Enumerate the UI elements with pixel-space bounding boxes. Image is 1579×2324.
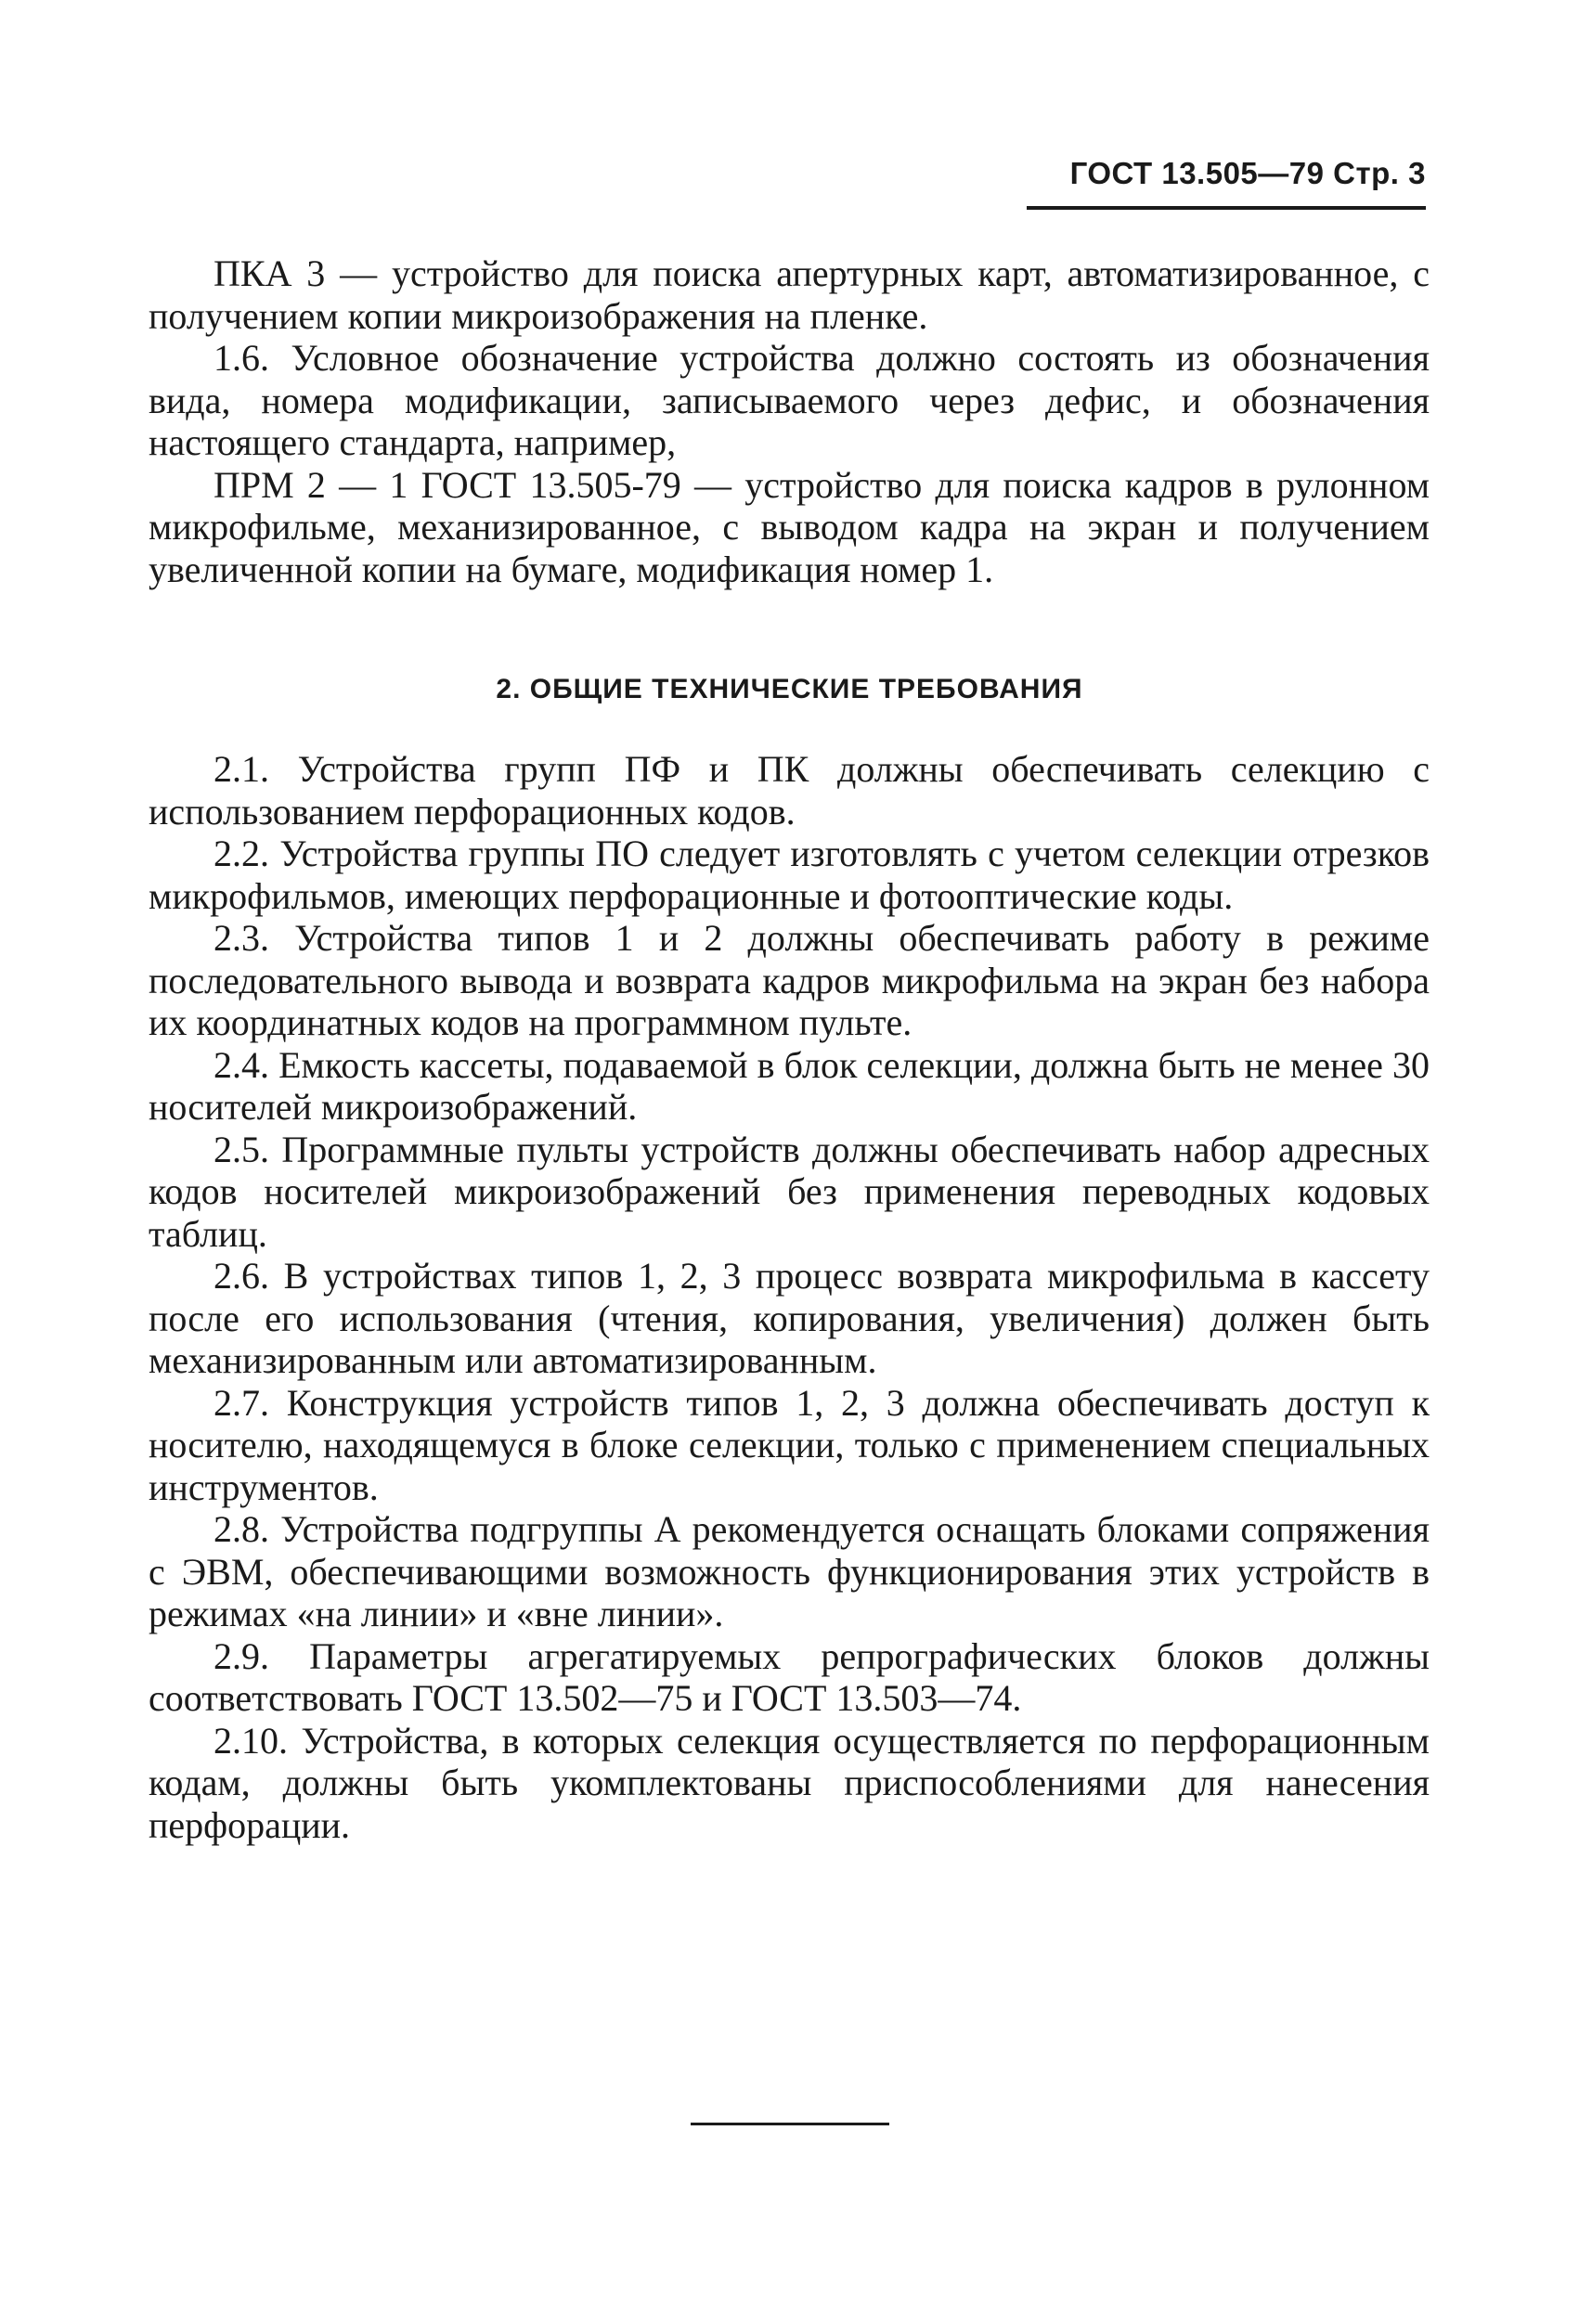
page-header: ГОСТ 13.505—79 Стр. 3 [1069, 156, 1426, 190]
paragraph-1-6: 1.6. Условное обозначение устройства должно состоять из обозначения вида, номера модификации, записываемого через дефис, и обозначения настоящего стандарта, например, [149, 337, 1430, 463]
paragraph-pka3: ПКА 3 — устройство для поиска апертурных карт, автоматизированное, с получением копии микроизображения на пленке. [149, 252, 1430, 337]
paragraph-prm-example: ПРМ 2 — 1 ГОСТ 13.505-79 — устройство для поиска кадров в рулонном микрофильме, механизированное, с выводом кадра на экран и получением увеличенной копии на бумаге, модификация номер 1. [149, 463, 1430, 590]
clause-2-5: 2.5. Программные пульты устройств должны обеспечивать набор адресных кодов носителей микроизображений без применения переводных кодовых таблиц. [149, 1128, 1430, 1255]
clause-2-4: 2.4. Емкость кассеты, подаваемой в блок селекции, должна быть не менее 30 носителей микроизображений. [149, 1043, 1430, 1128]
clause-2-6: 2.6. В устройствах типов 1, 2, 3 процесс возврата микрофильма в кассету после его использования (чтения, копирования, увеличения) должен быть механизированным или автоматизированным. [149, 1255, 1430, 1381]
end-rule [691, 2123, 889, 2125]
clause-2-1: 2.1. Устройства групп ПФ и ПК должны обеспечивать селекцию с использованием перфорационных кодов. [149, 748, 1430, 833]
clause-2-2: 2.2. Устройства группы ПО следует изготовлять с учетом селекции отрезков микрофильмов, имеющих перфорационные и фотооптические коды. [149, 833, 1430, 917]
intro-text [149, 252, 1430, 590]
clause-2-3: 2.3. Устройства типов 1 и 2 должны обеспечивать работу в режиме последовательного вывода и возврата кадров микрофильма на экран без набора их координатных кодов на программном пульте. [149, 917, 1430, 1043]
clause-2-7: 2.7. Конструкция устройств типов 1, 2, 3 должна обеспечивать доступ к носителю, находящемуся в блоке селекции, только с применением специальных инструментов. [149, 1381, 1430, 1508]
section-2-title: 2. ОБЩИЕ ТЕХНИЧЕСКИЕ ТРЕБОВАНИЯ [496, 674, 1083, 704]
clause-2-8: 2.8. Устройства подгруппы А рекомендуется оснащать блоками сопряжения с ЭВМ, обеспечивающими возможность функционирования этих устройств в режимах «на линии» и «вне линии». [149, 1508, 1430, 1634]
clause-2-10: 2.10. Устройства, в которых селекция осуществляется по перфорационным кодам, должны быть укомплектованы приспособлениями для нанесения перфорации. [149, 1719, 1430, 1846]
clause-2-9: 2.9. Параметры агрегатируемых репрографических блоков должны соответствовать ГОСТ 13.502—75 и ГОСТ 13.503—74. [149, 1634, 1430, 1719]
header-rule [1027, 206, 1426, 210]
section-2-body [149, 748, 1430, 1846]
